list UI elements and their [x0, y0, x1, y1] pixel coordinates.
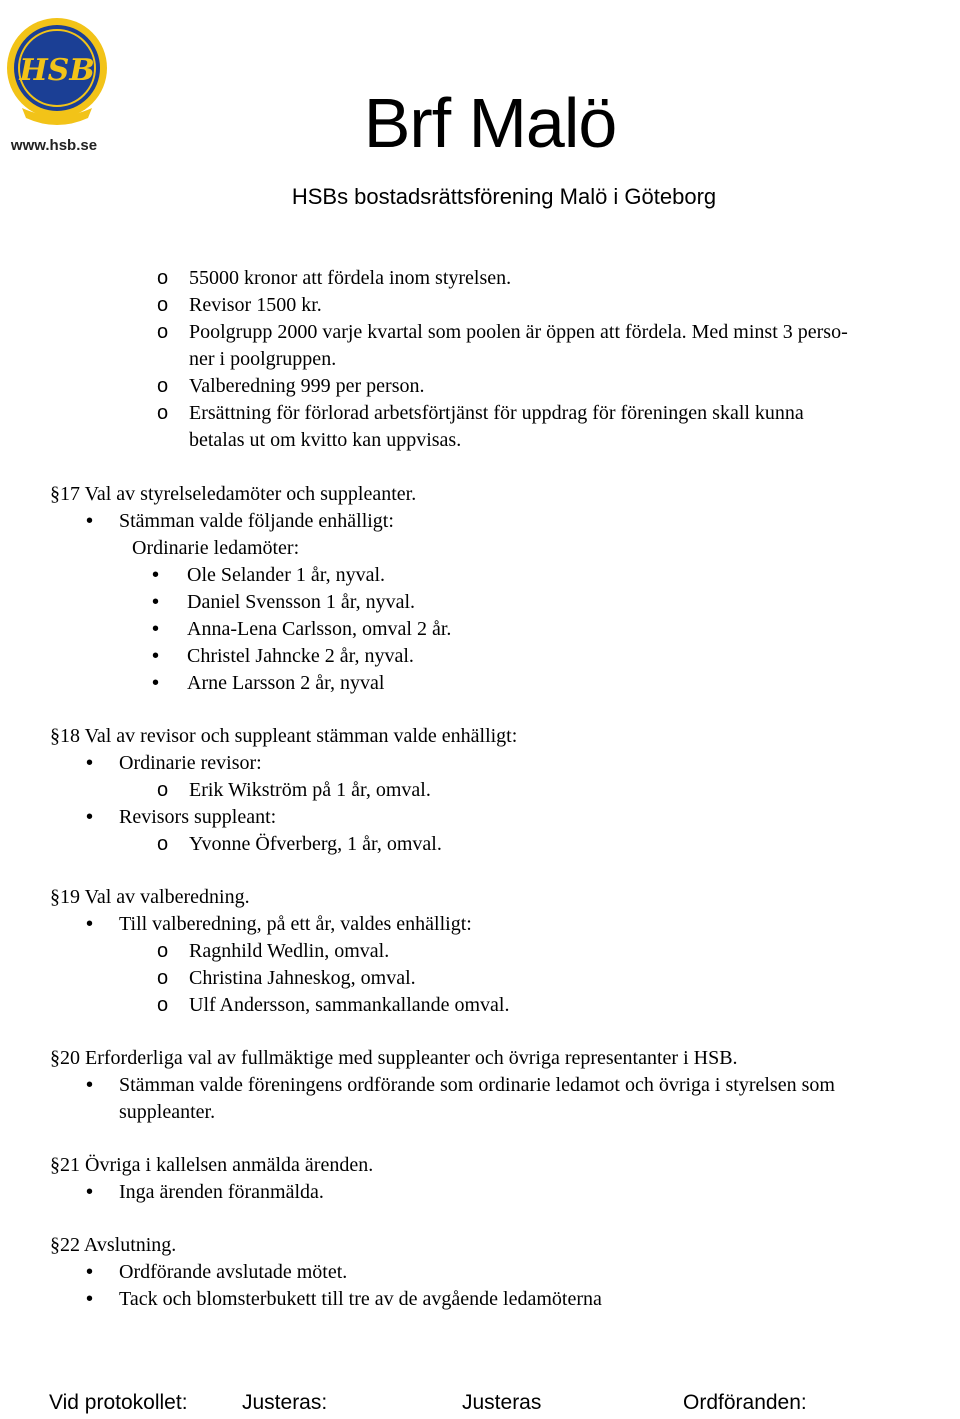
list-item: • Ole Selander 1 år, nyval. — [152, 562, 385, 589]
list-item: o Ragnhild Wedlin, omval. — [157, 938, 389, 965]
list-item-continuation: betalas ut om kvitto kan uppvisas. — [189, 429, 462, 451]
bullet-item: • Ordförande avslutade mötet. — [86, 1259, 347, 1286]
section-heading: §17 Val av styrelseledamöter och suppleanter. — [50, 483, 417, 505]
sub-marker: o — [157, 967, 169, 989]
list-item: o Revisor 1500 kr. — [157, 292, 322, 319]
list-item: • Daniel Svensson 1 år, nyval. — [152, 589, 415, 616]
list-item: o Valberedning 999 per person. — [157, 373, 425, 400]
list-item: o Erik Wikström på 1 år, omval. — [157, 777, 431, 804]
sub-marker: o — [157, 940, 169, 962]
bullet-item: • Stämman valde föreningens ordförande som ordinarie ledamot och övriga i styrelsen som — [86, 1072, 835, 1099]
bullet-marker: • — [86, 1288, 94, 1310]
bullet-marker: • — [86, 752, 94, 774]
sub-marker: o — [157, 294, 169, 316]
page-title: Brf Malö — [363, 84, 617, 162]
sub-marker: o — [157, 321, 169, 343]
bullet-item: • Stämman valde följande enhälligt: — [86, 508, 394, 535]
bullet-marker: • — [152, 618, 160, 640]
sub-marker: o — [157, 833, 169, 855]
bullet-marker: • — [86, 806, 94, 828]
footer-adjust-label-1: Justeras: — [242, 1391, 328, 1414]
bullet-item: • Ordinarie revisor: — [86, 750, 262, 777]
list-item: o Yvonne Öfverberg, 1 år, omval. — [157, 831, 442, 858]
list-item: • Arne Larsson 2 år, nyval — [152, 670, 384, 697]
bullet-marker: • — [86, 510, 94, 532]
bullet-marker: • — [86, 1074, 94, 1096]
signature-footer — [0, 1391, 960, 1419]
page-subtitle: HSBs bostadsrättsförening Malö i Göteborg — [291, 184, 717, 209]
footer-chair-label: Ordföranden: — [683, 1391, 807, 1414]
list-item: o 55000 kronor att fördela inom styrelsen. — [157, 265, 511, 292]
section-heading: §19 Val av valberedning. — [50, 886, 250, 908]
footer-adjust-label-2: Justeras — [462, 1391, 542, 1414]
bullet-marker: • — [152, 645, 160, 667]
footer-protocol-label: Vid protokollet: — [49, 1391, 188, 1414]
section-heading: §18 Val av revisor och suppleant stämman valde enhälligt: — [50, 725, 518, 747]
section-heading: §20 Erforderliga val av fullmäktige med suppleanter och övriga representanter i HSB. — [50, 1047, 738, 1069]
sub-marker: o — [157, 779, 169, 801]
bullet-item: • Tack och blomsterbukett till tre av de avgående ledamöterna — [86, 1286, 602, 1313]
bullet-item: • Inga ärenden föranmälda. — [86, 1179, 324, 1206]
bullet-marker: • — [152, 564, 160, 586]
list-item: • Anna-Lena Carlsson, omval 2 år. — [152, 616, 451, 643]
logo-url: www.hsb.se — [10, 137, 98, 154]
section-heading: §22 Avslutning. — [50, 1234, 177, 1256]
bullet-item: • Revisors suppleant: — [86, 804, 276, 831]
sub-marker: o — [157, 375, 169, 397]
section-heading: §21 Övriga i kallelsen anmälda ärenden. — [50, 1154, 374, 1176]
sub-marker: o — [157, 994, 169, 1016]
list-item: o Ulf Andersson, sammankallande omval. — [157, 992, 510, 1019]
list-item: o Poolgrupp 2000 varje kvartal som poolen är öppen att fördela. Med minst 3 perso- — [157, 319, 848, 346]
bullet-item-continuation: suppleanter. — [119, 1101, 216, 1123]
list-item-continuation: ner i poolgruppen. — [189, 348, 337, 370]
list-item: o Ersättning för förlorad arbetsförtjänst för uppdrag för föreningen skall kunna — [157, 400, 804, 427]
bullet-marker: • — [86, 1261, 94, 1283]
sub-marker: o — [157, 267, 169, 289]
bullet-marker: • — [152, 672, 160, 694]
list-item: o Christina Jahneskog, omval. — [157, 965, 416, 992]
list-item: • Christel Jahncke 2 år, nyval. — [152, 643, 414, 670]
bullet-marker: • — [86, 913, 94, 935]
bullet-marker: • — [152, 591, 160, 613]
bullet-item: • Till valberedning, på ett år, valdes enhälligt: — [86, 911, 472, 938]
sub-marker: o — [157, 402, 169, 424]
bullet-marker: • — [86, 1181, 94, 1203]
subheading: Ordinarie ledamöter: — [132, 537, 300, 559]
logo-text: HSB — [19, 53, 95, 88]
